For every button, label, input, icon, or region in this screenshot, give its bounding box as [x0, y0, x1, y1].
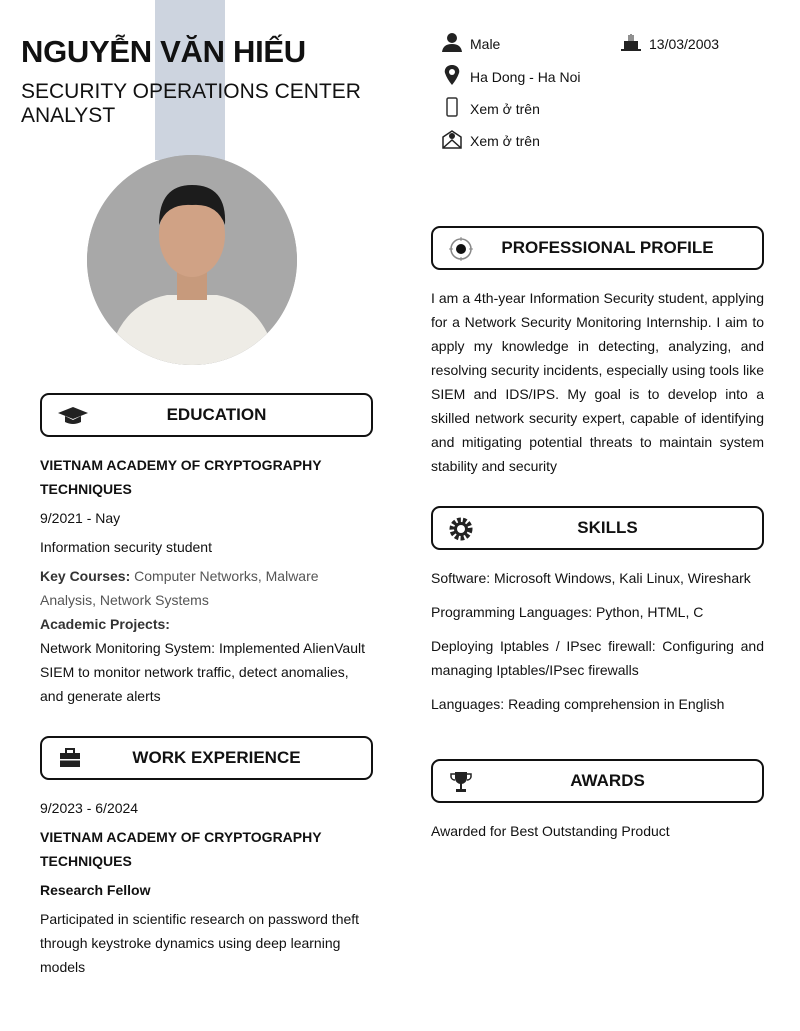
dob-text: 13/03/2003 [649, 35, 720, 52]
profile-heading [431, 226, 764, 270]
email-text: Xem ở trên [470, 132, 540, 149]
email-icon [442, 129, 462, 152]
education-heading [40, 393, 373, 437]
skill-item: Deploying Iptables / IPsec firewall: Configuring and managing Iptables/IPsec firewalls [431, 638, 764, 678]
location-pin-icon [442, 65, 462, 88]
work-desc: Participated in scientific research on password theft through keystroke dynamics using deep learning models [40, 911, 360, 975]
phone-info [442, 97, 540, 120]
work-org: VIETNAM ACADEMY OF CRYPTOGRAPHY TECHNIQUES [40, 829, 322, 869]
skills-label: SKILLS [577, 518, 638, 537]
email-info [442, 129, 540, 152]
projects-label: Academic Projects: [40, 616, 170, 632]
gender-text: Male [470, 35, 501, 52]
work-period: 9/2023 - 6/2024 [40, 800, 139, 816]
gender-info [442, 32, 500, 55]
profile-label: PROFESSIONAL PROFILE [501, 238, 714, 257]
address-info [442, 65, 581, 88]
phone-text: Xem ở trên [470, 100, 540, 117]
trophy-icon [449, 770, 475, 792]
address-text: Ha Dong - Ha Noi [470, 68, 581, 85]
skill-item: Languages: Reading comprehension in English [431, 696, 725, 712]
profile-text: I am a 4th-year Information Security student, applying for a Network Security Monitoring Internship. I aim to apply my knowledge in detecting, analyzing, and resolving security incidents, especially using tools like SIEM and IDS/IPS. My goal is to develop into a skilled network security expert, capable of identifying and mitigating potential threats to maintain system stability and security [431, 290, 764, 474]
candidate-title: SECURITY OPERATIONS CENTER ANALYST [21, 80, 361, 127]
education-period: 9/2021 - Nay [40, 510, 121, 526]
courses-text: Computer Networks, Malware Analysis, Network Systems [40, 568, 319, 608]
skill-item: Software: Microsoft Windows, Kali Linux, Wireshark [431, 570, 751, 586]
work-heading [40, 736, 373, 780]
work-label: WORK EXPERIENCE [132, 748, 301, 767]
awards-label: AWARDS [570, 771, 645, 790]
awards-heading [431, 759, 764, 803]
work-role: Research Fellow [40, 882, 151, 898]
profile-photo [87, 155, 297, 365]
briefcase-icon [58, 747, 84, 769]
user-icon [442, 32, 462, 55]
education-label: EDUCATION [166, 405, 267, 424]
birthday-cake-icon [621, 32, 641, 55]
projects-text: Network Monitoring System: Implemented AlienVault SIEM to monitor network traffic, detect anomalies, and generate alerts [40, 640, 365, 704]
education-major: Information security student [40, 539, 212, 555]
education-courses [40, 564, 375, 612]
gear-icon [449, 517, 475, 539]
education-school: VIETNAM ACADEMY OF CRYPTOGRAPHY TECHNIQUES [40, 457, 322, 497]
dob-info [621, 32, 719, 55]
courses-label: Key Courses: [40, 568, 131, 584]
graduation-cap-icon [58, 404, 84, 426]
target-icon [449, 237, 475, 259]
award-item: Awarded for Best Outstanding Product [431, 823, 670, 839]
phone-icon [442, 97, 462, 120]
skills-heading [431, 506, 764, 550]
candidate-name: NGUYỄN VĂN HIẾU [21, 34, 306, 69]
skill-item: Programming Languages: Python, HTML, C [431, 604, 704, 620]
